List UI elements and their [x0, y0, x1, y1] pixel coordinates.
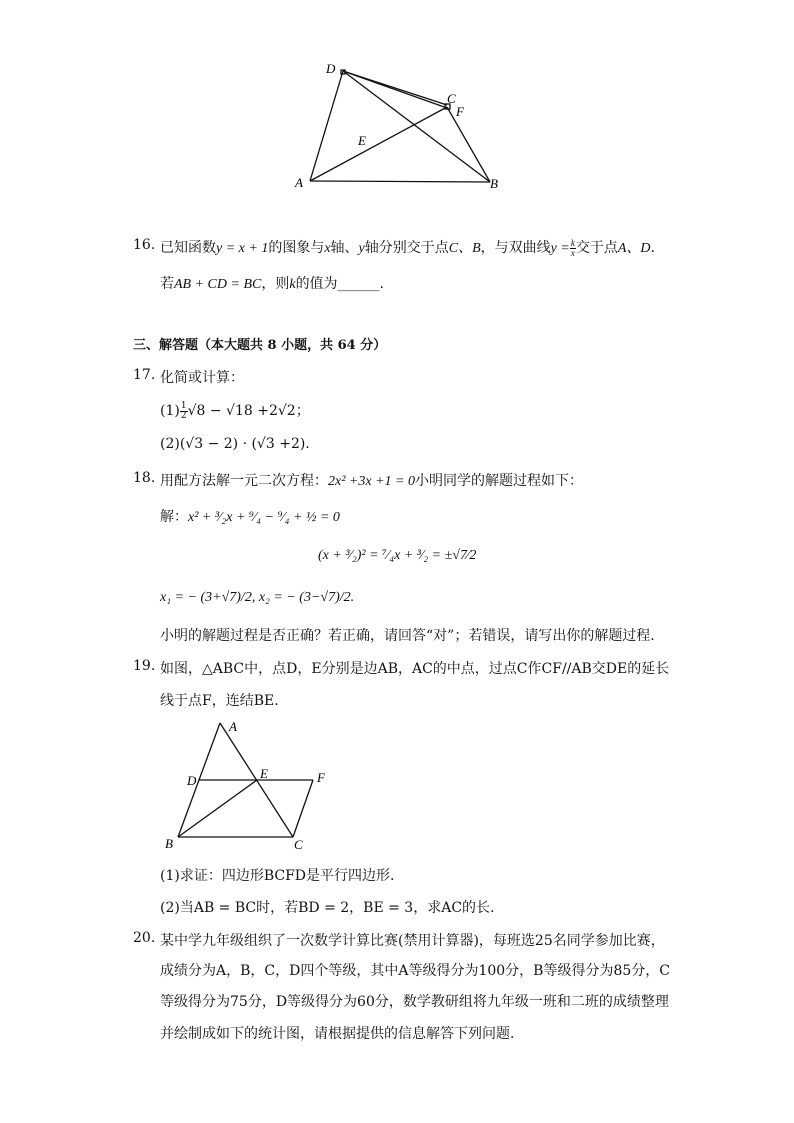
- text: 的值为______.: [295, 276, 385, 292]
- math: k: [289, 277, 296, 292]
- text: 轴分别交于点: [364, 240, 449, 256]
- math: A、D: [617, 241, 651, 256]
- text: 轴、: [330, 240, 359, 256]
- label-D: D: [326, 61, 336, 76]
- label-E: E: [260, 766, 268, 781]
- question-16-line-2: [160, 273, 384, 293]
- question-18-stem: [160, 470, 583, 490]
- expression: √8 − √18 +2√2；: [187, 403, 310, 419]
- denominator: x: [570, 247, 575, 258]
- text: ，与双曲线: [480, 240, 551, 256]
- math: y: [358, 241, 365, 256]
- label-A: A: [229, 719, 237, 734]
- part-label: (1): [160, 403, 180, 419]
- question-number: 17.: [133, 367, 156, 383]
- question-number: 20.: [133, 930, 156, 946]
- equation: x² + ³⁄₂x + ⁹⁄₄ − ⁹⁄₄ + ½ = 0: [188, 510, 340, 525]
- question-20-line-3: 等级得分为75分，D等级得分为60分，数学教研组将九年级一班和二班的成绩整理: [160, 994, 669, 1010]
- label-F: F: [317, 770, 325, 785]
- question-19-part-2: (2)当AB = BC时，若BD = 2，BE = 3，求AC的长.: [160, 900, 495, 916]
- math: y =: [550, 241, 570, 256]
- section-heading: 三、解答题（本大题共 8 小题，共 64 分）: [133, 338, 387, 353]
- text: 的图象与: [268, 240, 325, 256]
- math: x: [324, 241, 331, 256]
- text: .: [650, 240, 655, 256]
- solution-line-3: x₁ = − (3+√7)/2, x₂ = − (3−√7)/2.: [160, 590, 355, 605]
- text: 已知函数: [160, 240, 216, 256]
- text: 用配方法解一元二次方程：: [160, 473, 328, 489]
- solution-line-2: (x + ³⁄₂)² = ⁷⁄₄x + ³⁄₂ = ±√7⁄2: [318, 548, 477, 563]
- question-number: 18.: [133, 470, 156, 486]
- figure-triangle-abc: [160, 715, 340, 855]
- label-C: C: [447, 91, 456, 106]
- solution-label: 解：: [160, 509, 188, 525]
- question-number: 19.: [133, 658, 156, 674]
- numerator: 1: [180, 400, 187, 411]
- text: 若: [160, 276, 174, 292]
- label-B: B: [165, 836, 173, 851]
- math: C、B: [448, 241, 481, 256]
- label-C: C: [294, 837, 303, 852]
- question-19-line-2: 线于点F，连结BE.: [160, 693, 279, 709]
- question-17-part-1: [160, 400, 310, 421]
- question-18-prompt: 小明的解题过程是否正确？若正确，请回答“对”；若错误，请写出你的解题过程.: [160, 628, 655, 644]
- math: AB + CD = BC: [174, 277, 262, 292]
- question-20-line-1: 某中学九年级组织了一次数学计算比赛(禁用计算器)，每班选25名同学参加比赛，: [160, 933, 665, 949]
- text: 小明同学的解题过程如下：: [414, 473, 583, 489]
- question-20-line-2: 成绩分为A，B，C，D四个等级，其中A等级得分为100分，B等级得分为85分，C: [160, 963, 670, 979]
- question-19-part-1: (1)求证：四边形BCFD是平行四边形.: [160, 868, 395, 884]
- figure-quadrilateral-abcd: [290, 55, 520, 200]
- label-F: F: [456, 104, 464, 119]
- numerator: k: [570, 237, 575, 248]
- solution-line-1: [160, 506, 340, 526]
- question-16-line-1: [160, 237, 655, 258]
- label-A: A: [295, 175, 303, 190]
- question-17-part-2: (2)(√3 − 2) · (√3 +2).: [160, 436, 310, 452]
- denominator: 2: [180, 410, 187, 421]
- text: ，则: [261, 276, 290, 292]
- question-stem: 化简或计算：: [160, 370, 244, 386]
- label-E: E: [358, 133, 366, 148]
- text: 交于点: [575, 240, 618, 256]
- label-B: B: [490, 176, 498, 191]
- math: y = x + 1: [216, 241, 269, 256]
- fraction-one-half: [180, 402, 188, 421]
- question-20-line-4: 并绘制成如下的统计图，请根据提供的信息解答下列问题.: [160, 1026, 515, 1042]
- equation: 2x² +3x +1 = 0: [328, 474, 415, 489]
- question-number: 16.: [133, 237, 156, 253]
- question-19-line-1: 如图，△ABC中，点D，E分别是边AB，AC的中点，过点C作CF//AB交DE的延长: [160, 661, 670, 677]
- label-D: D: [187, 773, 197, 788]
